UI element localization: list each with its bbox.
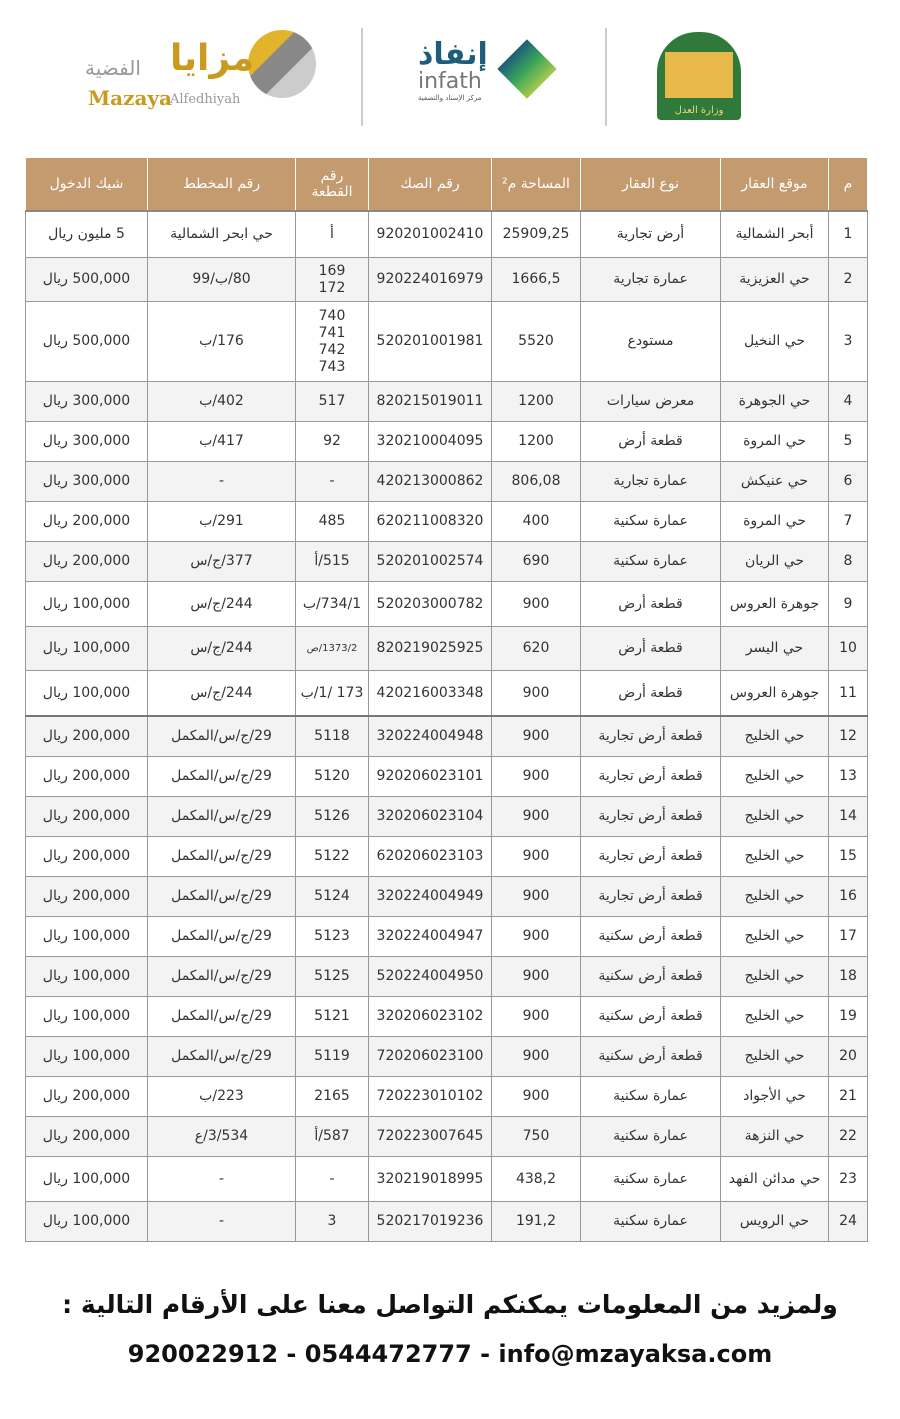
cell-property-type: قطعة أرض تجارية [581,757,721,797]
cell-property-type: مستودع [581,302,721,382]
cell-area: 400 [492,502,581,542]
cell-property-type: معرض سيارات [581,382,721,422]
cell-deed-number: 420216003348 [369,671,492,717]
cell-property-type: عمارة سكنية [581,1157,721,1202]
cell-property-location: حي الخليج [721,877,829,917]
cell-plot-number: 5125 [296,957,369,997]
infath-logo [418,37,558,120]
cell-entry-cheque: 500,000 ريال [26,258,148,302]
cell-row-number: 16 [829,877,868,917]
cell-plot-number: 5120 [296,757,369,797]
table-row [26,1037,868,1077]
cell-deed-number: 620211008320 [369,502,492,542]
cell-area: 900 [492,671,581,717]
cell-plot-number: 3 [296,1202,369,1242]
cell-area: 1200 [492,422,581,462]
cell-area: 900 [492,837,581,877]
cell-plan-number: 29/ج/س/المكمل [148,1037,296,1077]
cell-property-type: قطعة أرض [581,627,721,671]
cell-plot-number: 5126 [296,797,369,837]
cell-row-number: 13 [829,757,868,797]
cell-property-type: عمارة سكنية [581,502,721,542]
cell-entry-cheque: 200,000 ريال [26,877,148,917]
cell-area: 900 [492,957,581,997]
cell-entry-cheque: 5 مليون ريال [26,211,148,258]
table-row [26,462,868,502]
cell-plan-number: 402/ب [148,382,296,422]
cell-row-number: 18 [829,957,868,997]
cell-deed-number: 920224016979 [369,258,492,302]
table-row [26,582,868,627]
cell-property-type: عمارة سكنية [581,1117,721,1157]
table-row [26,502,868,542]
contact-details: 920022912 - 0544472777 - info@mzayaksa.com [127,1340,773,1368]
cell-deed-number: 520224004950 [369,957,492,997]
table-row [26,797,868,837]
cell-row-number: 9 [829,582,868,627]
cell-plot-number: 173 /1/ب [296,671,369,717]
cell-plan-number: 29/ج/س/المكمل [148,837,296,877]
cell-row-number: 7 [829,502,868,542]
cell-plot-number: 5121 [296,997,369,1037]
ministry-of-justice-logo [657,32,741,120]
cell-row-number: 17 [829,917,868,957]
cell-plan-number: 29/ج/س/المكمل [148,917,296,957]
cell-plot-number: 485 [296,502,369,542]
cell-deed-number: 320224004949 [369,877,492,917]
cell-area: 900 [492,716,581,757]
cell-plan-number: 3/534/ع [148,1117,296,1157]
cell-plot-number: - [296,1157,369,1202]
cell-plan-number: 244/ج/س [148,671,296,717]
cell-entry-cheque: 100,000 ريال [26,1037,148,1077]
table-row [26,542,868,582]
cell-area: 620 [492,627,581,671]
table-row [26,877,868,917]
table-row [26,957,868,997]
table-row [26,258,868,302]
cell-row-number: 1 [829,211,868,258]
cell-property-type: عمارة سكنية [581,542,721,582]
cell-property-location: حي المروة [721,502,829,542]
cell-area: 900 [492,917,581,957]
cell-property-type: قطعة أرض تجارية [581,837,721,877]
cell-property-type: عمارة تجارية [581,258,721,302]
cell-deed-number: 720223010102 [369,1077,492,1117]
cell-plan-number: 29/ج/س/المكمل [148,877,296,917]
cell-entry-cheque: 200,000 ريال [26,1077,148,1117]
cell-deed-number: 320219018995 [369,1157,492,1202]
cell-row-number: 5 [829,422,868,462]
cell-plan-number: 377/ج/س [148,542,296,582]
cell-entry-cheque: 100,000 ريال [26,627,148,671]
cell-area: 806,08 [492,462,581,502]
cell-row-number: 15 [829,837,868,877]
cell-plot-number: 2165 [296,1077,369,1117]
cell-property-location: حي الخليج [721,757,829,797]
cell-property-location: حي النزهة [721,1117,829,1157]
cell-deed-number: 320210004095 [369,422,492,462]
table-row [26,302,868,382]
cell-entry-cheque: 200,000 ريال [26,1117,148,1157]
cell-deed-number: 520217019236 [369,1202,492,1242]
cell-property-location: حي الخليج [721,837,829,877]
cell-area: 900 [492,877,581,917]
cell-plan-number: حي ابحر الشمالية [148,211,296,258]
cell-property-location: حي الجوهرة [721,382,829,422]
cell-row-number: 23 [829,1157,868,1202]
cell-area: 900 [492,757,581,797]
cell-property-location: حي الريان [721,542,829,582]
cell-plan-number: - [148,1202,296,1242]
cell-plan-number: 291/ب [148,502,296,542]
cell-row-number: 24 [829,1202,868,1242]
cell-area: 191,2 [492,1202,581,1242]
cell-entry-cheque: 200,000 ريال [26,757,148,797]
cell-property-type: قطعة أرض سكنية [581,997,721,1037]
cell-area: 900 [492,997,581,1037]
cell-property-location: حي النخيل [721,302,829,382]
cell-property-location: حي الخليج [721,716,829,757]
cell-property-location: حي الخليج [721,1037,829,1077]
header-deed-number: رقم الصك [369,158,492,212]
header-property-location: موقع العقار [721,158,829,212]
table-row [26,422,868,462]
cell-area: 1200 [492,382,581,422]
cell-property-location: حي الأجواد [721,1077,829,1117]
cell-property-type: قطعة أرض [581,671,721,717]
infath-logo-en: infath [418,69,482,94]
cell-area: 690 [492,542,581,582]
cell-plot-number: 92 [296,422,369,462]
cell-deed-number: 820215019011 [369,382,492,422]
table-row [26,671,868,717]
cell-row-number: 10 [829,627,868,671]
properties-table [25,157,868,1242]
cell-deed-number: 920201002410 [369,211,492,258]
infath-logo-ar: إنفاذ [418,37,488,72]
cell-area: 25909,25 [492,211,581,258]
table-body [26,211,868,1242]
cell-row-number: 3 [829,302,868,382]
cell-plot-number: 740 741 742 743 [296,302,369,382]
cell-deed-number: 920206023101 [369,757,492,797]
cell-deed-number: 520203000782 [369,582,492,627]
cell-deed-number: 320206023102 [369,997,492,1037]
cell-row-number: 11 [829,671,868,717]
cell-entry-cheque: 100,000 ريال [26,917,148,957]
cell-row-number: 19 [829,997,868,1037]
cell-entry-cheque: 100,000 ريال [26,997,148,1037]
cell-property-location: حي مدائن الفهد [721,1157,829,1202]
header-area: المساحة م² [492,158,581,212]
cell-plot-number: 5123 [296,917,369,957]
cell-deed-number: 520201001981 [369,302,492,382]
mazaya-logo-en: Mazaya [88,86,172,110]
table-row [26,757,868,797]
cell-plot-number: 515/أ [296,542,369,582]
cell-plan-number: 244/ج/س [148,582,296,627]
infath-logo-sub: مركز الإسناد والتصفية [418,94,482,102]
cell-plan-number: 29/ج/س/المكمل [148,997,296,1037]
moj-logo-text: وزارة العدل [674,105,724,116]
table-row [26,1202,868,1242]
table-row [26,917,868,957]
cell-entry-cheque: 100,000 ريال [26,582,148,627]
cell-property-type: قطعة أرض تجارية [581,797,721,837]
mazaya-logo-ar: مزايا [170,38,255,79]
cell-row-number: 20 [829,1037,868,1077]
cell-plan-number: 417/ب [148,422,296,462]
cell-plot-number: 5119 [296,1037,369,1077]
header-property-type: نوع العقار [581,158,721,212]
cell-property-type: قطعة أرض سكنية [581,917,721,957]
cell-deed-number: 420213000862 [369,462,492,502]
table-row [26,211,868,258]
cell-property-type: عمارة سكنية [581,1202,721,1242]
header-entry-cheque: شيك الدخول [26,158,148,212]
mazaya-logo [85,38,325,118]
cell-row-number: 4 [829,382,868,422]
cell-plan-number: 29/ج/س/المكمل [148,757,296,797]
cell-property-type: أرض تجارية [581,211,721,258]
cell-area: 900 [492,1077,581,1117]
table-row [26,1157,868,1202]
cell-deed-number: 720206023100 [369,1037,492,1077]
cell-row-number: 14 [829,797,868,837]
cell-property-type: قطعة أرض سكنية [581,957,721,997]
cell-plot-number: 5122 [296,837,369,877]
cell-row-number: 21 [829,1077,868,1117]
cell-property-type: قطعة أرض [581,422,721,462]
cell-area: 5520 [492,302,581,382]
cell-property-location: حي المروة [721,422,829,462]
cell-property-location: حي الخليج [721,997,829,1037]
cell-property-type: قطعة أرض تجارية [581,716,721,757]
cell-deed-number: 520201002574 [369,542,492,582]
cell-entry-cheque: 100,000 ريال [26,671,148,717]
divider [361,28,363,126]
cell-entry-cheque: 200,000 ريال [26,797,148,837]
table-row [26,1117,868,1157]
header-plan-number: رقم المخطط [148,158,296,212]
cell-area: 900 [492,797,581,837]
cell-property-location: حي الرويس [721,1202,829,1242]
cell-property-location: حي عنيكش [721,462,829,502]
cell-row-number: 12 [829,716,868,757]
cell-plot-number: 5118 [296,716,369,757]
cell-row-number: 2 [829,258,868,302]
table-row [26,837,868,877]
cell-entry-cheque: 200,000 ريال [26,502,148,542]
cell-entry-cheque: 500,000 ريال [26,302,148,382]
header-plot-number: رقم القطعة [296,158,369,212]
cell-plan-number: - [148,1157,296,1202]
cell-property-type: قطعة أرض [581,582,721,627]
cell-property-location: جوهرة العروس [721,671,829,717]
cell-property-location: حي الخليج [721,957,829,997]
header-row-number: م [829,158,868,212]
mazaya-globe-icon [248,30,316,98]
scales-icon [665,52,733,98]
cell-entry-cheque: 300,000 ريال [26,422,148,462]
cell-property-location: حي الخليج [721,917,829,957]
cell-deed-number: 320224004947 [369,917,492,957]
cell-property-type: قطعة أرض تجارية [581,877,721,917]
contact-note: ولمزيد من المعلومات يمكنكم التواصل معنا على الأرقام التالية : [62,1290,838,1319]
table-row [26,997,868,1037]
table-row [26,1077,868,1117]
cell-row-number: 8 [829,542,868,582]
logos-header [0,10,900,120]
cell-plot-number: 5124 [296,877,369,917]
divider [605,28,607,126]
cell-plot-number: 169 172 [296,258,369,302]
table-row [26,716,868,757]
cell-plan-number: 29/ج/س/المكمل [148,957,296,997]
cell-plan-number: 29/ج/س/المكمل [148,797,296,837]
cell-area: 900 [492,582,581,627]
cell-property-location: حي الخليج [721,797,829,837]
cell-property-type: عمارة سكنية [581,1077,721,1117]
cell-plot-number: 734/1/ب [296,582,369,627]
cell-plot-number: - [296,462,369,502]
cell-plot-number: 1373/2/ص [296,627,369,671]
cell-entry-cheque: 200,000 ريال [26,837,148,877]
cell-property-type: عمارة تجارية [581,462,721,502]
cell-plan-number: 29/ج/س/المكمل [148,716,296,757]
cell-area: 438,2 [492,1157,581,1202]
cell-property-location: جوهرة العروس [721,582,829,627]
cell-plan-number: - [148,462,296,502]
cell-property-location: حي العزيزية [721,258,829,302]
cell-row-number: 22 [829,1117,868,1157]
cell-entry-cheque: 200,000 ريال [26,542,148,582]
cell-property-location: حي اليسر [721,627,829,671]
table-row [26,627,868,671]
mazaya-logo-en2: Alfedhiyah [170,92,241,107]
cell-deed-number: 720223007645 [369,1117,492,1157]
cell-plot-number: 517 [296,382,369,422]
mazaya-logo-ar2: الفضية [85,56,141,80]
cell-deed-number: 820219025925 [369,627,492,671]
cell-row-number: 6 [829,462,868,502]
cell-plan-number: 223/ب [148,1077,296,1117]
cell-property-type: قطعة أرض سكنية [581,1037,721,1077]
cell-entry-cheque: 100,000 ريال [26,1157,148,1202]
cell-entry-cheque: 200,000 ريال [26,716,148,757]
cell-deed-number: 320224004948 [369,716,492,757]
cell-plot-number: 587/أ [296,1117,369,1157]
cell-deed-number: 620206023103 [369,837,492,877]
table-row [26,382,868,422]
cell-plan-number: 176/ب [148,302,296,382]
cell-entry-cheque: 300,000 ريال [26,462,148,502]
cell-entry-cheque: 100,000 ريال [26,1202,148,1242]
cell-area: 1666,5 [492,258,581,302]
cell-plot-number: أ [296,211,369,258]
cell-deed-number: 320206023104 [369,797,492,837]
cell-plan-number: 244/ج/س [148,627,296,671]
cell-entry-cheque: 100,000 ريال [26,957,148,997]
table-header-row [26,158,868,212]
cell-property-location: أبحر الشمالية [721,211,829,258]
cell-area: 750 [492,1117,581,1157]
cell-plan-number: 80/ب/99 [148,258,296,302]
cell-entry-cheque: 300,000 ريال [26,382,148,422]
cell-area: 900 [492,1037,581,1077]
